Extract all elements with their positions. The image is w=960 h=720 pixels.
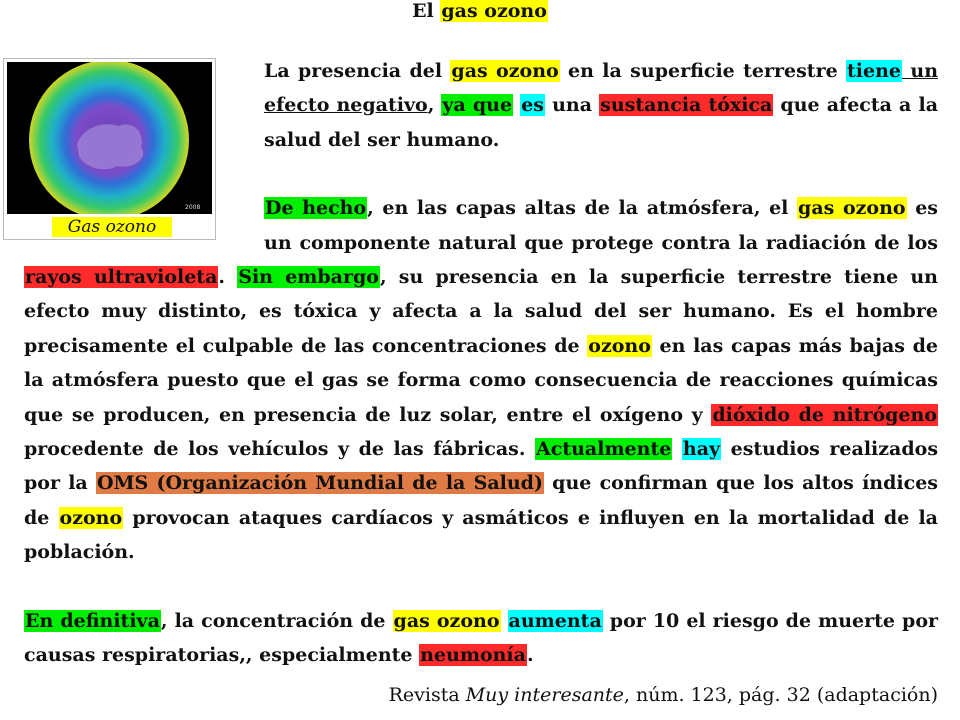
paragraph-1: La presencia del gas ozono en la superficie terrestre tiene un efecto negativo, ya que es una sustancia tóxica que afecta a la salud del ser humano. [264, 60, 939, 151]
paragraph-2: De hecho, en las capas altas de la atmósfera, el gas ozono es un componente natural que protege contra la radiación de los rayos ultravioleta. Sin embargo, su presencia en la superficie terrestre tiene un efecto muy distinto, es tóxica y afecta a la salud del ser humano. Es el hombre precisamente el culpable de las concentraciones de ozono en las capas más bajas de la atmósfera puesto que el gas se forma como consecuencia de reacciones químicas que se producen, en presencia de luz solar, entre el oxígeno y dióxido de nitrógeno procedente de los vehículos y de las fábricas. Actualmente hay estudios realizados por la OMS (Organización Mundial de la Salud) que confirman que los altos índices de ozono provocan ataques cardíacos y asmáticos e influyen en la mortalidad de la población. [24, 197, 939, 564]
article-body [24, 54, 938, 673]
magazine-name: Muy interesante [465, 684, 624, 706]
year-label: 2008 [185, 204, 201, 211]
paragraph-3: En definitiva, la concentración de gas ozono aumenta por 10 el riesgo de muerte por causas respiratorias,, especialmente neumonía. [24, 609, 939, 667]
figure-caption: Gas ozono [52, 217, 172, 237]
title-highlight: gas ozono [441, 0, 547, 22]
source-citation: Revista Muy interesante, núm. 123, pág. 32 (adaptación) [388, 684, 938, 706]
page-title: El gas ozono [412, 0, 547, 22]
